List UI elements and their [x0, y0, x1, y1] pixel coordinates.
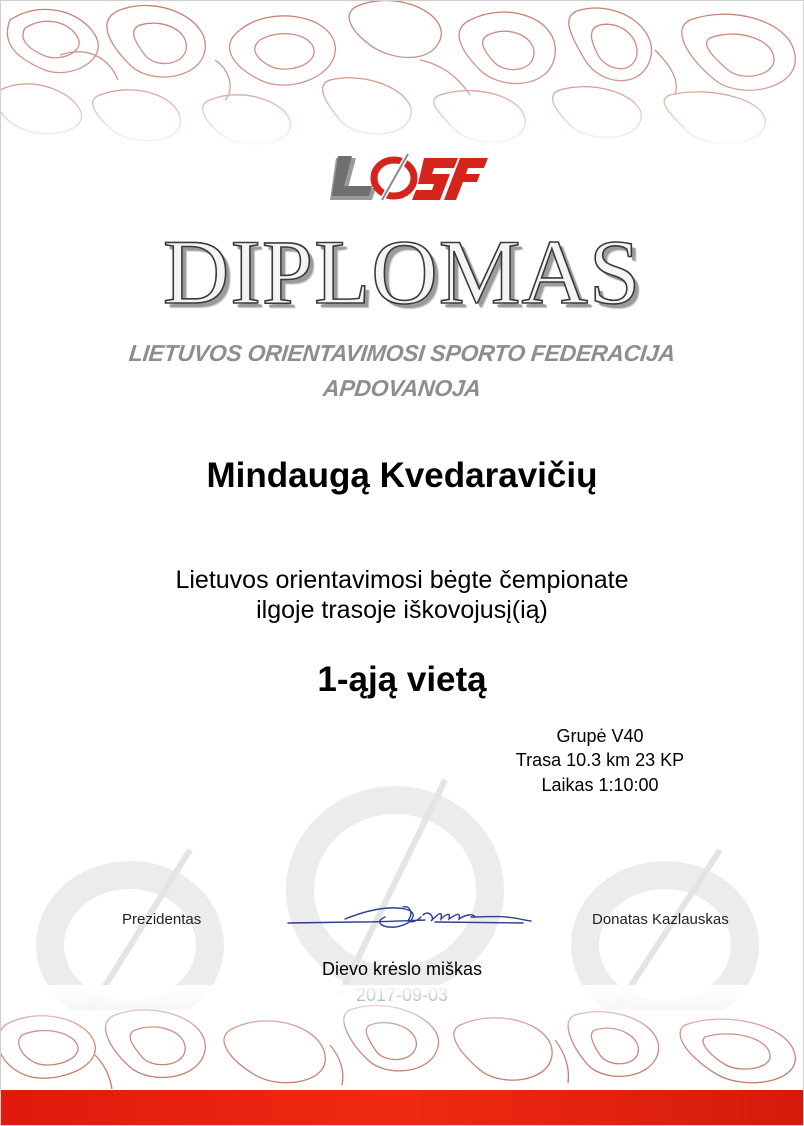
signature-role: Prezidentas — [122, 911, 202, 928]
group-info: Grupė V40 — [556, 726, 644, 746]
diploma-title: DIPLOMAS — [162, 221, 642, 323]
event-line-1: Lietuvos orientavimosi bėgte čempionate — [175, 566, 629, 594]
top-map-decoration — [0, 0, 804, 150]
federation-name: LIETUVOS ORIENTAVIMOSI SPORTO FEDERACIJA — [127, 340, 677, 366]
losf-logo — [322, 152, 488, 202]
course-info: Trasa 10.3 km 23 KP — [515, 750, 685, 770]
time-info: Laikas 1:10:00 — [541, 775, 659, 795]
bottom-map-decoration — [0, 985, 804, 1090]
bottom-red-bar — [0, 1090, 804, 1126]
event-line-2: ilgoje trasoje iškovojusį(ią) — [256, 596, 548, 624]
awards-heading: APDOVANOJA — [321, 375, 483, 401]
place-awarded: 1-ąją vietą — [317, 660, 487, 699]
president-name: Donatas Kazlauskas — [592, 911, 729, 928]
event-location: Dievo krėslo miškas — [321, 959, 483, 979]
recipient-name: Mindaugą Kvedaravičių — [206, 456, 598, 495]
handwritten-signature — [285, 895, 535, 935]
